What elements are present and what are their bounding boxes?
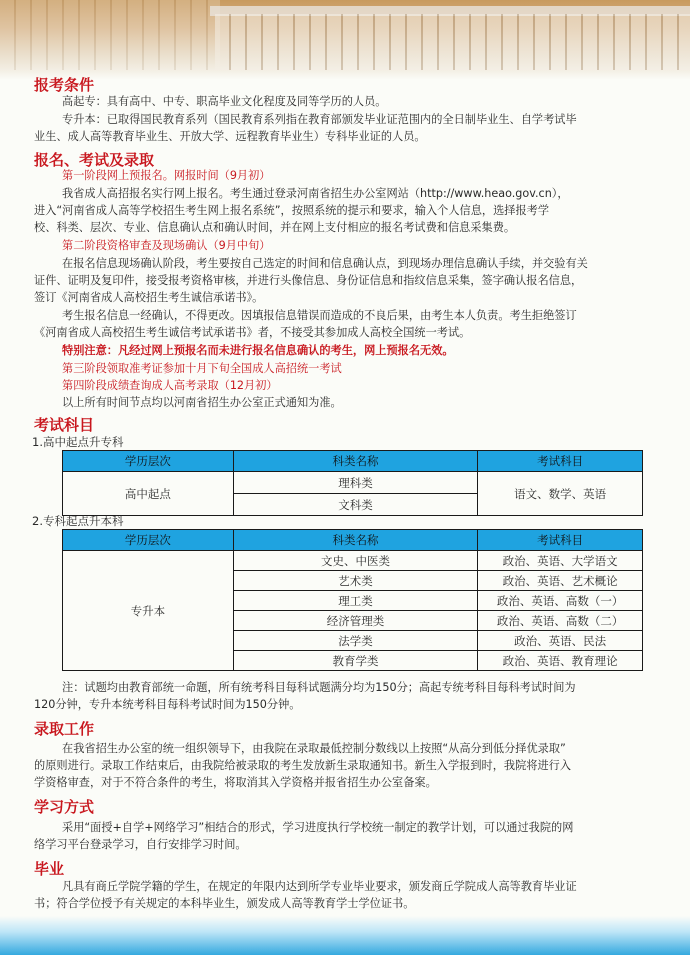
paragraph-line: 凡具有商丘学院学籍的学生，在规定的年限内达到所学专业毕业要求，颁发商丘学院成人高等教育毕业证 <box>62 880 577 893</box>
paragraph-line: 采用“面授+自学+网络学习”相结合的形式，学习进度执行学校统一制定的教学计划，可以通过我院的网 <box>62 821 574 834</box>
table-cell-exam: 政治、英语、大学语文 <box>478 551 643 571</box>
table-cell-category: 理科类 <box>233 472 478 494</box>
table-header-cell: 考试科目 <box>478 530 643 551</box>
section-title-graduation: 毕业 <box>34 860 65 878</box>
section-title-registration: 报名、考试及录取 <box>34 151 155 169</box>
table-cell-exam: 政治、英语、教育理论 <box>478 651 643 671</box>
paragraph-line: 在我省招生办公室的统一组织领导下，由我院在录取最低控制分数线以上按照“从高分到低分择优录取” <box>62 742 566 755</box>
paragraph-line: 校、科类、层次、专业、信息确认点和确认时间，并在网上支付相应的报名考试费和信息采集费。 <box>34 221 516 234</box>
table-cell-level: 高中起点 <box>63 472 234 516</box>
paragraph-line: 考生报名信息一经确认，不得更改。因填报信息错误而造成的不良后果，由考生本人负责。考生拒绝签订 <box>62 309 577 322</box>
table-header-cell: 学历层次 <box>63 451 234 472</box>
stage-heading: 第一阶段网上预报名。网报时间（9月初） <box>62 169 271 182</box>
table-cell-exam: 政治、英语、民法 <box>478 631 643 651</box>
table-cell-exam: 语文、数学、英语 <box>478 472 643 516</box>
table-cell-category: 文史、中医类 <box>233 551 478 571</box>
stage-heading: 第二阶段资格审查及现场确认（9月中旬） <box>62 239 271 252</box>
table-header-cell: 科类名称 <box>233 530 478 551</box>
paragraph-line: 学资格审查，对于不符合条件的考生，将取消其入学资格并报省招生办公室备案。 <box>34 776 437 789</box>
paragraph-line: 高起专：具有高中、中专、职高毕业文化程度及同等学历的人员。 <box>62 95 387 108</box>
table-row <box>63 472 643 494</box>
exam-subjects-table-2 <box>62 529 643 671</box>
paragraph-line: 签订《河南省成人高校招生考生诚信承诺书》。 <box>34 291 264 304</box>
exam-note-line: 注：试题均由教育部统一命题，所有统考科目每科试题满分均为150分；高起专统考科目每科考试时间为 <box>62 681 576 694</box>
section-title-admission: 录取工作 <box>34 720 95 738</box>
paragraph-line: 证件、证明及复印件，接受报考资格审核，并进行头像信息、身份证信息和指纹信息采集，签字确认报名信息， <box>34 274 583 287</box>
table-cell-category: 理工类 <box>233 591 478 611</box>
building-shape <box>0 0 220 70</box>
paragraph-line: 以上所有时间节点均以河南省招生办公室正式通知为准。 <box>62 396 342 409</box>
header-banner-image <box>0 0 690 80</box>
paragraph-line: 络学习平台登录学习，自行安排学习时间。 <box>34 838 247 851</box>
footer-decoration-bar <box>0 916 690 955</box>
table-cell-category: 艺术类 <box>233 571 478 591</box>
table-cell-category: 教育学类 <box>233 651 478 671</box>
paragraph-line: 《河南省成人高校招生考生诚信考试承诺书》者，不接受其参加成人高校全国统一考试。 <box>34 326 471 339</box>
paragraph-line: 业生、成人高等教育毕业生、开放大学、远程教育毕业生）专科毕业证的人员。 <box>34 130 426 143</box>
table-cell-exam: 政治、英语、高数（二） <box>478 611 643 631</box>
table-cell-level: 专升本 <box>63 551 234 671</box>
paragraph-line: 书；符合学位授予有关规定的本科毕业生，颁发成人高等教育学士学位证书。 <box>34 897 415 910</box>
stage-heading: 第四阶段成绩查询成人高考录取（12月初） <box>62 379 278 392</box>
paragraph-line: 在报名信息现场确认阶段，考生要按自己选定的时间和信息确认点，到现场办理信息确认手续，并交验有关 <box>62 257 588 270</box>
exam-note-line: 120分钟，专升本统考科目每科考试时间为150分钟。 <box>34 698 301 711</box>
table-cell-category: 经济管理类 <box>233 611 478 631</box>
table-caption: 1.高中起点升专科 <box>32 435 124 449</box>
paragraph-line: 我省成人高招报名实行网上报名。考生通过登录河南省招生办公室网站（http://www.heao.gov.cn）， <box>62 187 569 200</box>
section-title-apply-conditions: 报考条件 <box>34 76 95 94</box>
paragraph-line: 专升本：已取得国民教育系列（国民教育系列指在教育部颁发毕业证范围内的全日制毕业生、自学考试毕 <box>62 113 577 126</box>
table-caption: 2.专科起点升本科 <box>32 514 124 528</box>
paragraph-line: 进入“河南省成人高等学校招生考生网上报名系统”，按照系统的提示和要求，输入个人信息，选择报考学 <box>34 204 550 217</box>
paragraph-line: 的原则进行。录取工作结束后，由我院给被录取的考生发放新生录取通知书。新生入学报到时，我院将进行入 <box>34 759 572 772</box>
stage-heading: 第三阶段领取准考证参加十月下旬全国成人高招统一考试 <box>62 362 342 375</box>
section-title-study: 学习方式 <box>34 798 95 816</box>
exam-subjects-table-1 <box>62 450 643 516</box>
table-cell-category: 法学类 <box>233 631 478 651</box>
table-cell-exam: 政治、英语、艺术概论 <box>478 571 643 591</box>
special-notice: 特别注意：凡经过网上预报名而未进行报名信息确认的考生，网上预报名无效。 <box>62 344 454 357</box>
table-header-cell: 学历层次 <box>63 530 234 551</box>
table-header-cell: 考试科目 <box>478 451 643 472</box>
building-shape <box>215 14 690 70</box>
table-header-cell: 科类名称 <box>233 451 478 472</box>
table-row <box>63 551 643 571</box>
table-cell-exam: 政治、英语、高数（一） <box>478 591 643 611</box>
section-title-subjects: 考试科目 <box>34 416 95 434</box>
table-cell-category: 文科类 <box>233 494 478 516</box>
